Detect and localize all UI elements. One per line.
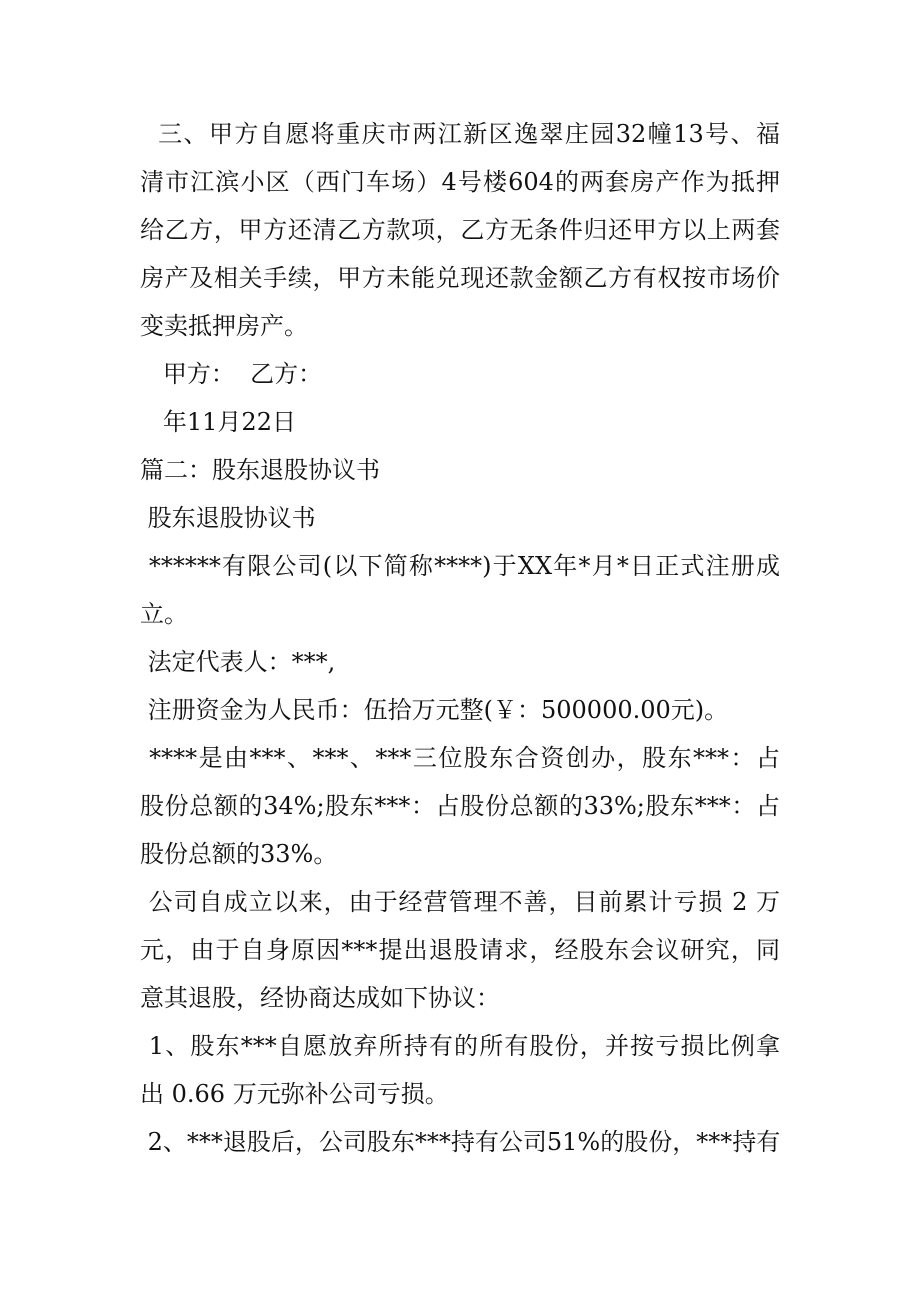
- text-line: 股份总额的34%;股东***：占股份总额的33%;股东***：占: [140, 792, 780, 820]
- section-heading: 篇二：股东退股协议书: [140, 456, 380, 484]
- text-line: 出 0.66 万元弥补公司亏损。: [140, 1080, 449, 1108]
- text-line: 给乙方，甲方还清乙方款项，乙方无条件归还甲方以上两套: [140, 216, 780, 244]
- text-line: 股份总额的33%。: [140, 840, 338, 868]
- date-line: 年11月22日: [140, 408, 296, 436]
- text-line: 三、甲方自愿将重庆市两江新区逸翠庄园32幢13号、福: [140, 120, 780, 148]
- text-line: 公司自成立以来，由于经营管理不善，目前累计亏损 2 万: [140, 888, 780, 916]
- signature-line: 甲方： 乙方：: [140, 360, 323, 388]
- text-line: 1、股东***自愿放弃所持有的所有股份，并按亏损比例拿: [140, 1032, 780, 1060]
- text-line: 变卖抵押房产。: [140, 312, 308, 340]
- text-line: 注册资金为人民币：伍拾万元整(￥：500000.00元)。: [140, 696, 729, 724]
- document-title: 股东退股协议书: [140, 504, 316, 532]
- text-line: 2、***退股后，公司股东***持有公司51%的股份，***持有: [140, 1128, 781, 1156]
- text-line: 立。: [140, 600, 188, 628]
- text-line: 意其退股，经协商达成如下协议：: [140, 984, 500, 1012]
- text-line: 清市江滨小区（西门车场）4号楼604的两套房产作为抵押: [140, 168, 780, 196]
- text-line: ******有限公司(以下简称****)于XX年*月*日正式注册成: [140, 552, 780, 580]
- text-line: 房产及相关手续，甲方未能兑现还款金额乙方有权按市场价: [140, 264, 780, 292]
- text-line: 元，由于自身原因***提出退股请求，经股东会议研究，同: [140, 936, 780, 964]
- text-line: ****是由***、***、***三位股东合资创办，股东***：占: [140, 744, 780, 772]
- text-line: 法定代表人：***,: [140, 648, 336, 676]
